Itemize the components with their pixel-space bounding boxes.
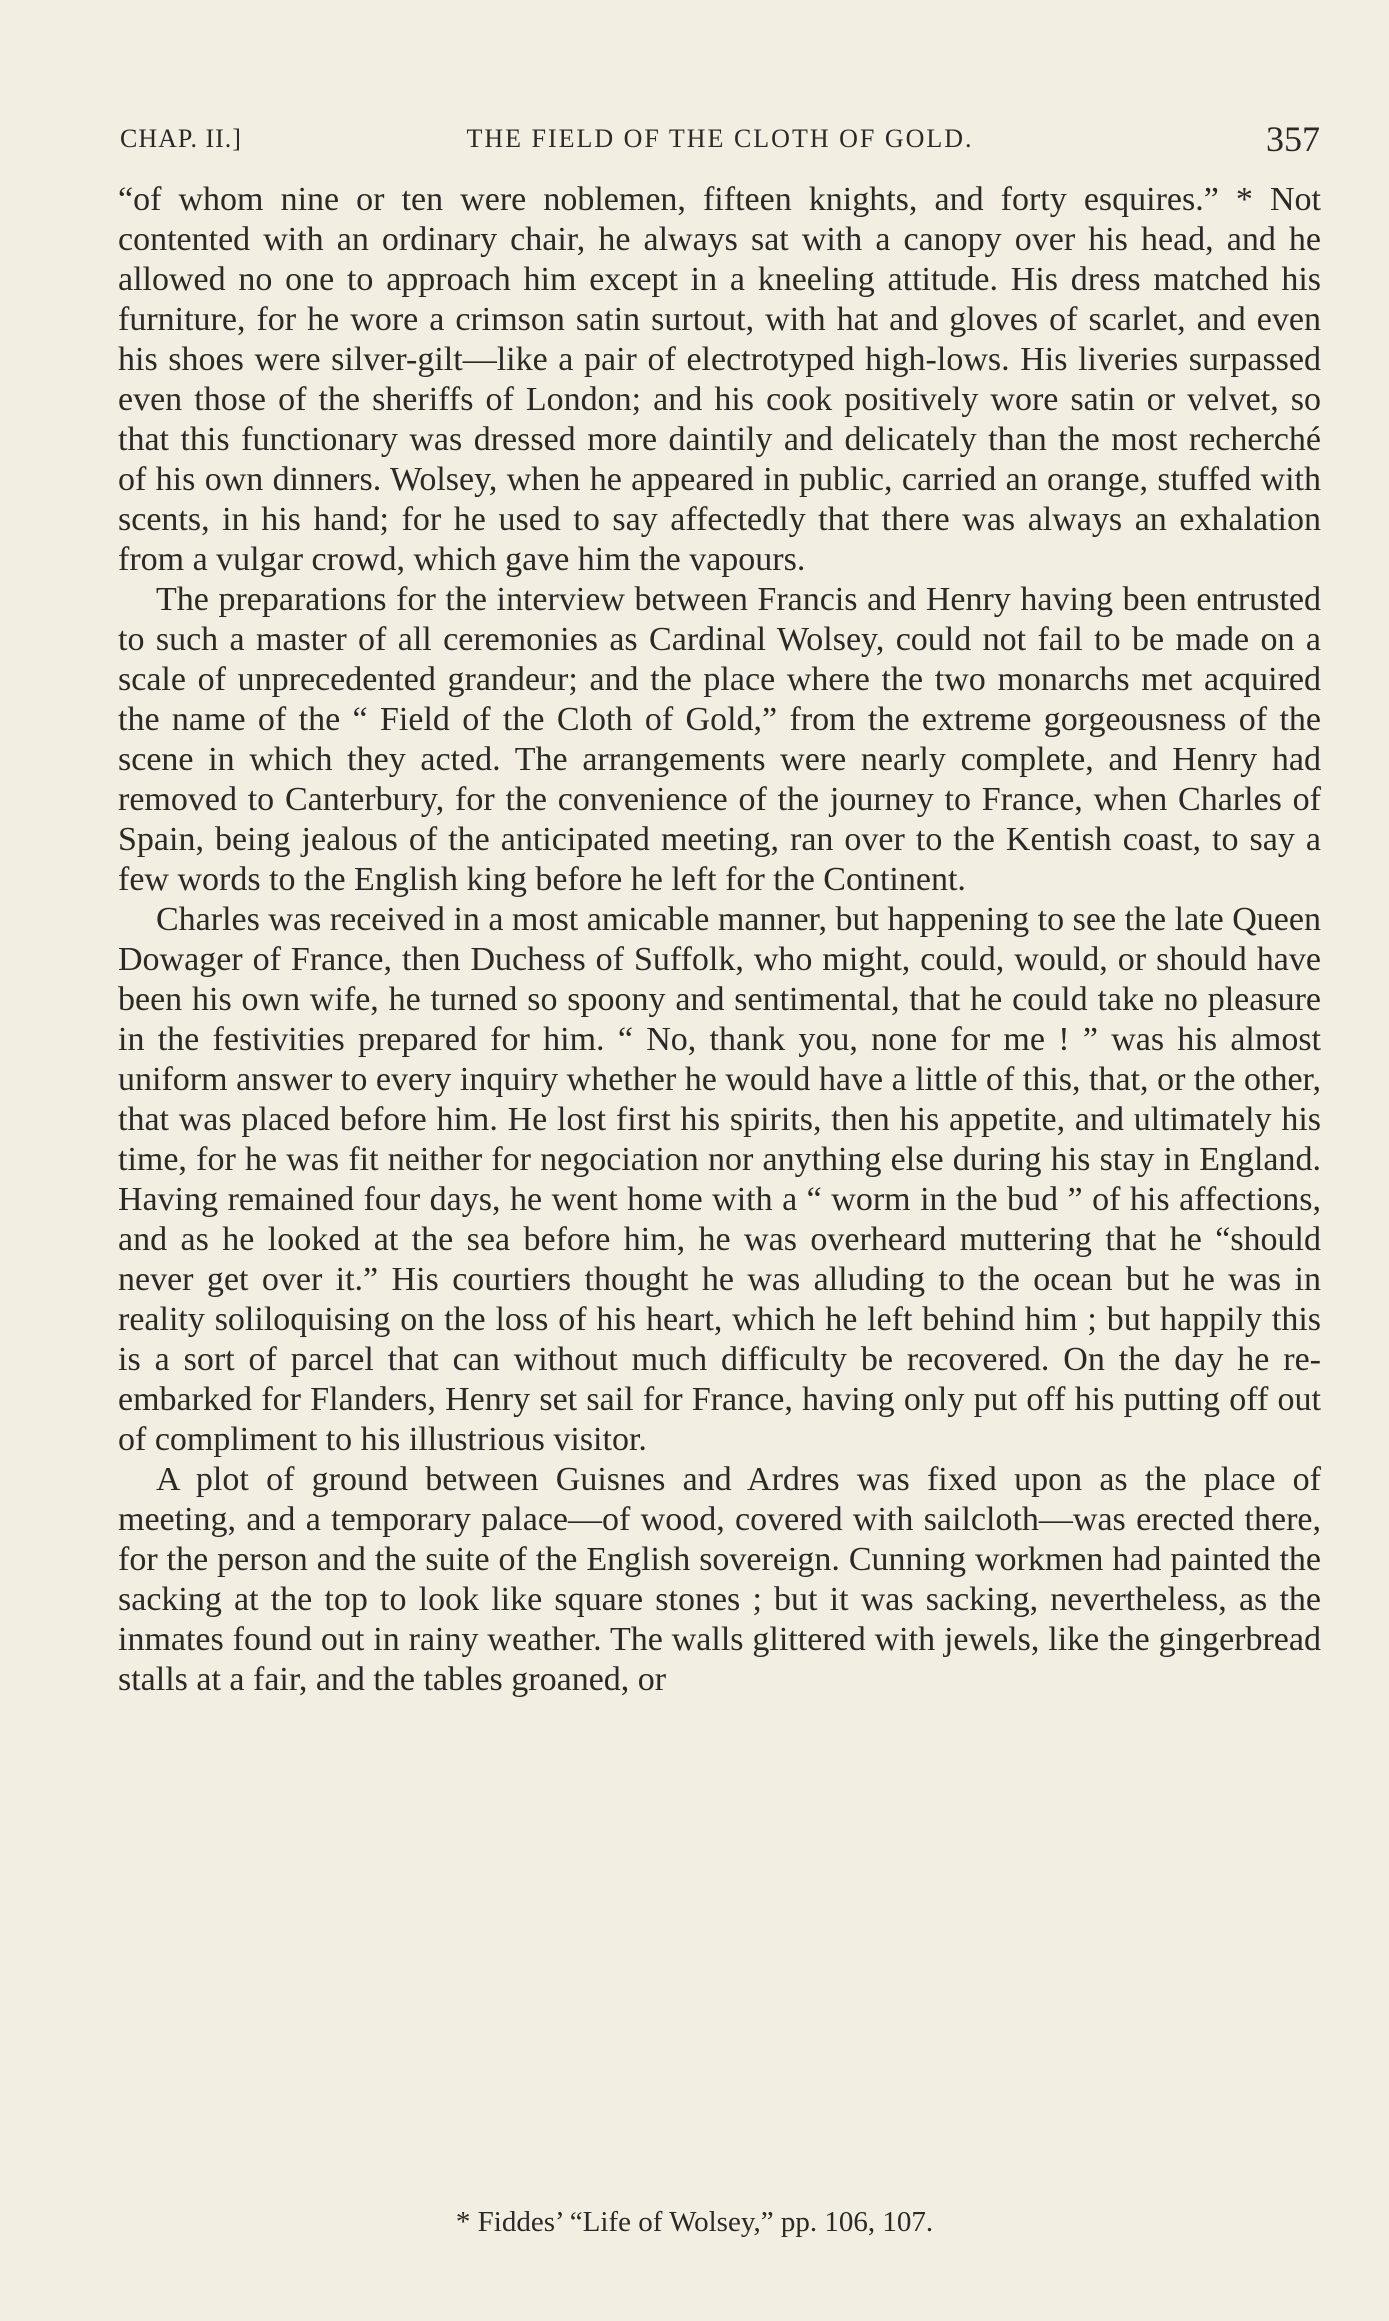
running-header: [120, 118, 1320, 168]
body-text: [118, 180, 1321, 1700]
paragraph-4: A plot of ground between Guisnes and Ardres was fixed upon as the place of meeting, and a temporary palace—of wood, covered with sailcloth—was erected there, for the person and the suite of the English sovereign. Cunning workmen had painted the sacking at the top to look like square stones ; but it was sacking, nevertheless, as the inmates found out in rainy weather. The walls glittered with jewels, like the gingerbread stalls at a fair, and the tables groaned, or: [118, 1461, 1321, 1698]
paragraph-1: “of whom nine or ten were noblemen, fifteen knights, and forty esquires.” * Not contented with an ordinary chair, he always sat with a canopy over his head, and he allowed no one to approach him except in a kneeling attitude. His dress matched his furniture, for he wore a crimson satin surtout, with hat and gloves of scarlet, and even his shoes were silver-gilt—like a pair of electrotyped high-lows. His liveries surpassed even those of the sheriffs of London; and his cook positively wore satin or velvet, so that this functionary was dressed more daintily and delicately than the most recherché of his own dinners. Wolsey, when he appeared in public, carried an orange, stuffed with scents, in his hand; for he used to say affectedly that there was always an exhalation from a vulgar crowd, which gave him the vapours.: [118, 181, 1321, 578]
page-number: 357: [1266, 119, 1320, 159]
paragraph-2: The preparations for the interview between Francis and Henry having been entrusted to such a master of all ceremonies as Cardinal Wolsey, could not fail to be made on a scale of unprecedented grandeur; and the place where the two monarchs met acquired the name of the “ Field of the Cloth of Gold,” from the extreme gorgeousness of the scene in which they acted. The arrangements were nearly complete, and Henry had removed to Canterbury, for the convenience of the journey to France, when Charles of Spain, being jealous of the anticipated meeting, ran over to the Kentish coast, to say a few words to the English king before he left for the Continent.: [118, 581, 1321, 898]
paragraph-3: Charles was received in a most amicable manner, but happening to see the late Queen Dowager of France, then Duchess of Suffolk, who might, could, would, or should have been his own wife, he turned so spoony and sentimental, that he could take no pleasure in the festivities prepared for him. “ No, thank you, none for me ! ” was his almost uniform answer to every inquiry whether he would have a little of this, that, or the other, that was placed before him. He lost first his spirits, then his appetite, and ultimately his time, for he was fit neither for negociation nor anything else during his stay in England. Having remained four days, he went home with a “ worm in the bud ” of his affections, and as he looked at the sea before him, he was overheard muttering that he “should never get over it.” His courtiers thought he was alluding to the ocean but he was in reality soliloquising on the loss of his heart, which he left behind him ; but happily this is a sort of parcel that can without much difficulty be recovered. On the day he re-embarked for Flanders, Henry set sail for France, having only put off his putting off out of compliment to his illustrious visitor.: [118, 901, 1321, 1458]
footnote: * Fiddes’ “Life of Wolsey,” pp. 106, 107.: [455, 2206, 934, 2238]
chapter-label: CHAP. II.]: [120, 124, 242, 153]
running-title: THE FIELD OF THE CLOTH OF GOLD.: [466, 124, 974, 153]
